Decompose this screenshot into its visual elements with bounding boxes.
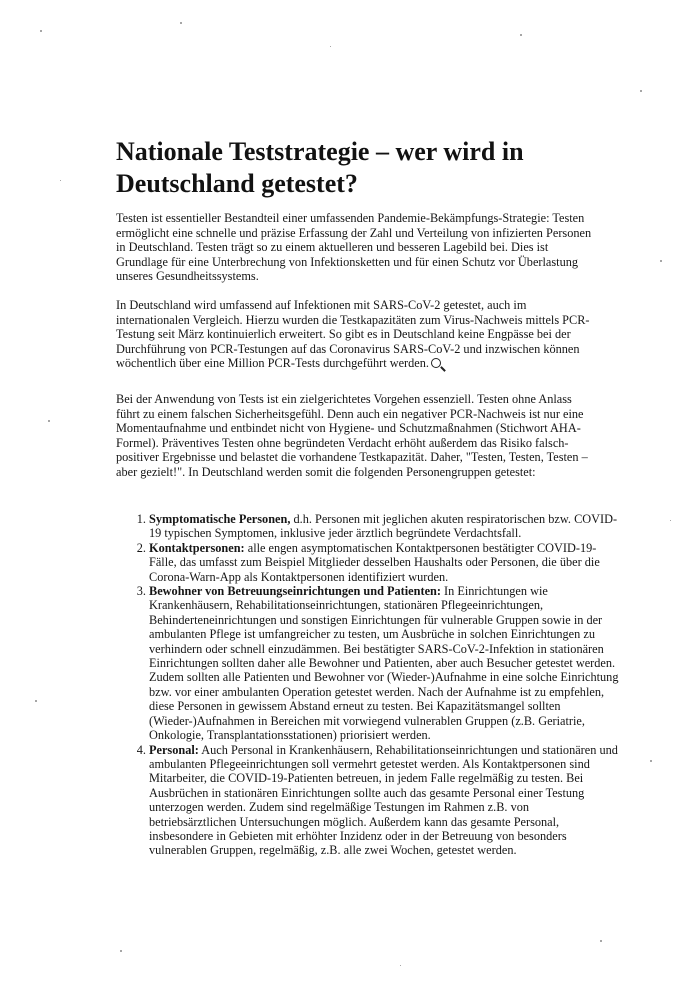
tested-groups-list: [124, 512, 619, 858]
list-item-text: Auch Personal in Krankenhäusern, Rehabilitationseinrichtungen und stationären und ambulanten Pflegeeinrichtungen soll vermehrt getestet werden. Als Kontaktpersonen sind Mitarbeiter, die COVID-19-Patienten betreuen, in jedem Falle regelmäßig zu testen. Bei Ausbrüchen in stationären Einrichtungen sollte auch das gesamte Personal einer Testung unterzogen werden. Zudem sind regelmäßige Testungen im Rahmen z.B. von betriebsärztlichen Untersuchungen möglich. Außerdem kann das gesamte Personal, insbesondere in Gebieten mit erhöhter Inzidenz oder in der Betreuung von besonders vulnerablen Gruppen, regelmäßig, z.B. alle zwei Wochen, getestet werden.: [149, 742, 618, 858]
list-item-text: d.h. Personen mit jeglichen akuten respiratorischen bzw. COVID-19 typischen Symptomen, inklusive jeder ärztlich begründete Verdachtsfall.: [149, 512, 618, 541]
scan-speck: [600, 940, 602, 942]
scan-speck: [520, 34, 522, 36]
list-item: [149, 541, 619, 584]
list-item-text: In Einrichtungen wie Krankenhäusern, Rehabilitationseinrichtungen, stationären Pflegeeinrichtungen, Behinderteneinrichtungen und sonstigen Einrichtungen für vulnerable Gruppen sowie in der ambulanten Pflege ist umfangreicher zu testen, um Ausbrüche in solchen Einrichtungen zu verhindern oder schnell einzudämmen. Bei bestätigter SARS-CoV-2-Infektion in stationären Einrichtungen sollten daher alle Bewohner und Patienten, aber auch Besucher getestet werden. Zudem sollten alle Patienten und Bewohner vor (Wieder-)Aufnahme in eine solche Einrichtung bzw. vor einer ambulanten Operation getestet werden. Nach der Aufnahme ist zu empfehlen, diese Personen in gewissem Abstand erneut zu testen. Bei Kapazitätsmangel sollten (Wieder-)Aufnahmen in Bereichen mit vorwiegend vulnerablen Gruppen (z.B. Geriatrie, Onkologie, Transplantationsstationen) priorisiert werden.: [149, 584, 619, 743]
list-item: [149, 743, 619, 858]
paragraph-intro: Testen ist essentieller Bestandteil einer umfassenden Pandemie-Bekämpfungs-Strategie: Testen ermöglicht eine schnelle und präzise Erfassung der Zahl und Verteilung von infizierten Personen in Deutschland. Testen trägt so zu einem aktuelleren und besseren Lagebild bei. Dies ist Grundlage für eine Unterbrechung von Infektionsketten und für einen Schutz vor Überlastung unseres Gesundheitssystems.: [116, 211, 592, 284]
magnifier-icon: [431, 358, 441, 368]
list-item-label: Kontaktpersonen:: [149, 540, 245, 555]
list-item: [149, 512, 619, 541]
list-item-label: Bewohner von Betreuungseinrichtungen und Patienten:: [149, 584, 441, 599]
paragraph-testing-capacity: [116, 298, 598, 371]
scan-speck: [48, 420, 50, 422]
paragraph-text: In Deutschland wird umfassend auf Infektionen mit SARS-CoV-2 getestet, auch im internationalen Vergleich. Hierzu wurden die Testkapazitäten zum Virus-Nachweis mittels PCR-Testung seit März kontinuierlich erweitert. So gibt es in Deutschland keine Engpässe bei der Durchführung von PCR-Testungen auf das Coronavirus SARS-CoV-2 und inzwischen können wöchentlich über eine Million PCR-Tests durchgeführt werden.: [116, 298, 590, 371]
scan-speck: [180, 22, 182, 24]
paragraph-targeted-testing: Bei der Anwendung von Tests ist ein zielgerichtetes Vorgehen essenziell. Testen ohne Anlass führt zu einem falschen Sicherheitsgefühl. Denn auch ein negativer PCR-Nachweis ist nur eine Momentaufnahme und entbindet nicht von Hygiene- und Schutzmaßnahmen (Stichwort AHA-Formel). Präventives Testen ohne begründeten Verdacht erhöht außerdem das Risiko falsch-positiver Ergebnisse und belastet die vorhandene Testkapazität. Daher, "Testen, Testen, Testen – aber gezielt!". In Deutschland werden somit die folgenden Personengruppen getestet:: [116, 392, 588, 479]
scan-speck: [670, 520, 671, 521]
scan-speck: [60, 180, 61, 181]
scan-speck: [650, 760, 652, 762]
scan-speck: [40, 30, 42, 32]
list-item-text: alle engen asymptomatischen Kontaktpersonen bestätigter COVID-19-Fälle, das umfasst zum Beispiel Mitglieder desselben Haushalts oder Personen, die über die Corona-Warn-App als Kontaktpersonen identifiziert wurden.: [149, 540, 600, 584]
scan-speck: [120, 950, 122, 952]
page-title: Nationale Teststrategie – wer wird in Deutschland getestet?: [116, 137, 524, 198]
scan-speck: [660, 260, 662, 262]
list-item: [149, 584, 619, 742]
list-item-label: Symptomatische Personen,: [149, 512, 291, 526]
scan-speck: [400, 965, 401, 966]
scan-speck: [35, 700, 37, 702]
scan-speck: [640, 90, 642, 92]
scan-speck: [330, 46, 331, 47]
list-item-label: Personal:: [149, 742, 199, 757]
